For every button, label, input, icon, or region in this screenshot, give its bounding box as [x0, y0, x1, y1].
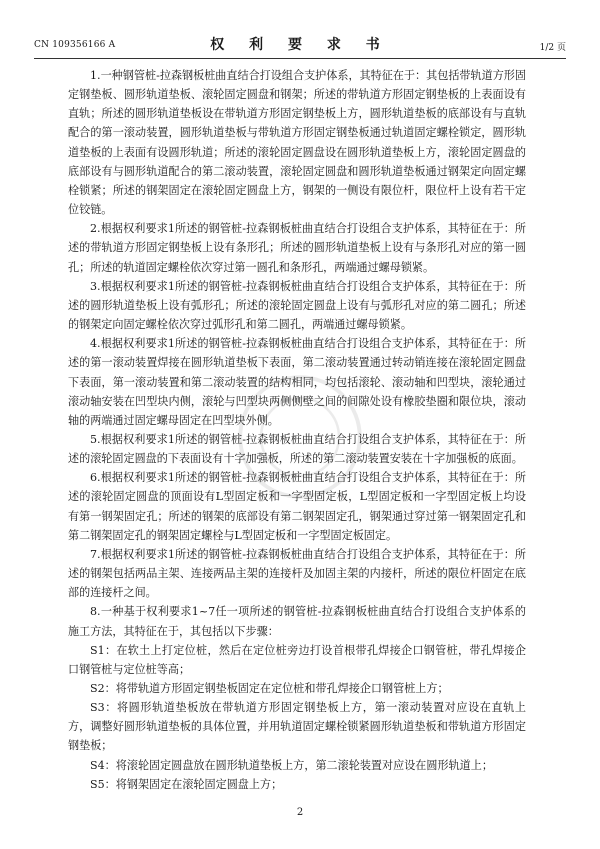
document-title: 权 利 要 求 书 — [210, 37, 390, 53]
claim-paragraph: 4.根据权利要求1所述的钢管桩-拉森钢板桩曲直结合打设组合支护体系，其特征在于：所述的第一滚动装置焊接在圆形轨道垫板下表面，第二滚动装置通过转动销连接在滚轮固定圆盘下表面，第一滚动装置和第二滚动装置的结构相同，均包括滚轮、滚动轴和凹型块，滚轮通过滚动轴安装在凹型块内侧，滚轮与凹型块两侧侧壁之间的间隙处设有橡胶垫圈和限位块，滚动轴的两端通过固定螺母固定在凹型块外侧。 — [68, 337, 526, 427]
method-step: S2：将带轨道方形固定钢垫板固定在定位桩和带孔焊接企口钢管桩上方； — [90, 682, 449, 695]
claim-paragraph: 1.一种钢管桩-拉森钢板桩曲直结合打设组合支护体系，其特征在于：其包括带轨道方形固定钢垫板、圆形轨道垫板、滚轮固定圆盘和钢架；所述的带轨道方形固定钢垫板的上表面设有直轨；所述的圆形轨道垫板设在带轨道方形固定钢垫板上方，圆形轨道垫板的底部设有与直轨配合的第一滚动装置，圆形轨道垫板与带轨道方形固定钢垫板通过轨道固定螺栓锁定，圆形轨道垫板的上表面有设圆形轨道；所述的滚轮固定圆盘设在圆形轨道垫板上方，滚轮固定圆盘的底部设有与圆形轨道配合的第二滚动装置，滚轮固定圆盘和圆形轨道垫板通过钢架定向固定螺栓锁紧；所述的钢架固定在滚轮固定圆盘上方，钢架的一侧设有限位杆，限位杆上设有若干定位铰链。 — [68, 69, 526, 217]
method-step: S1：在软土上打定位桩，然后在定位桩旁边打设首根带孔焊接企口钢管桩，带孔焊接企口钢管桩与定位桩等高； — [68, 643, 526, 676]
page-info: 1/2 页 — [539, 43, 566, 53]
page-header — [34, 34, 566, 54]
claim-paragraph: 2.根据权利要求1所述的钢管桩-拉森钢板桩曲直结合打设组合支护体系，其特征在于：所述的带轨道方形固定钢垫板上设有条形孔；所述的圆形轨道垫板上设有与条形孔对应的第一圆孔；所述的轨道固定螺栓依次穿过第一圆孔和条形孔，两端通过螺母锁紧。 — [68, 222, 526, 274]
publication-number: CN 109356166 A — [34, 40, 116, 50]
claim-paragraph: 5.根据权利要求1所述的钢管桩-拉森钢板桩曲直结合打设组合支护体系，其特征在于：所述的滚轮固定圆盘的下表面设有十字加强板，所述的第二滚动装置安装在十字加强板的底面。 — [68, 432, 526, 466]
method-step: S3：将圆形轨道垫板放在带轨道方形固定钢垫板上方，第一滚动装置对应设在直轨上方，调整好圆形轨道垫板的具体位置，并用轨道固定螺栓锁紧圆形轨道垫板和带轨道方形固定钢垫板； — [68, 701, 526, 753]
claim-paragraph: 3.根据权利要求1所述的钢管桩-拉森钢板桩曲直结合打设组合支护体系，其特征在于：所述的圆形轨道垫板上设有弧形孔；所述的滚轮固定圆盘上设有与弧形孔对应的第二圆孔；所述的钢架定向固定螺栓依次穿过弧形孔和第二圆孔，两端通过螺母锁紧。 — [68, 279, 526, 332]
header-rule — [34, 58, 566, 59]
page-number: 2 — [296, 807, 304, 818]
method-step: S4：将滚轮固定圆盘放在圆形轨道垫板上方，第二滚轮装置对应设在圆形轨道上； — [90, 758, 493, 772]
claim-paragraph: 8.一种基于权利要求1~7任一项所述的钢管桩-拉森钢板桩曲直结合打设组合支护体系的施工方法，其特征在于，其包括以下步骤： — [68, 605, 526, 638]
claims-body — [68, 66, 526, 794]
claim-paragraph: 7.根据权利要求1所述的钢管桩-拉森钢板桩曲直结合打设组合支护体系，其特征在于：所述的钢架包括两品主架、连接两品主架的连接杆及加固主架的内接杆，所述的限位杆固定在底部的连接杆之间。 — [68, 547, 526, 600]
claim-paragraph: 6.根据权利要求1所述的钢管桩-拉森钢板桩曲直结合打设组合支护体系，其特征在于：所述的滚轮固定圆盘的顶面设有L型固定板和一字型固定板，L型固定板和一字型固定板上均设有第一钢架固定孔；所述的钢架的底部设有第二钢架固定孔，钢架通过穿过第一钢架固定孔和第二钢架固定孔的钢架固定螺栓与L型固定板和一字型固定板固定。 — [68, 471, 526, 542]
method-step: S5：将钢架固定在滚轮固定圆盘上方； — [90, 777, 283, 791]
